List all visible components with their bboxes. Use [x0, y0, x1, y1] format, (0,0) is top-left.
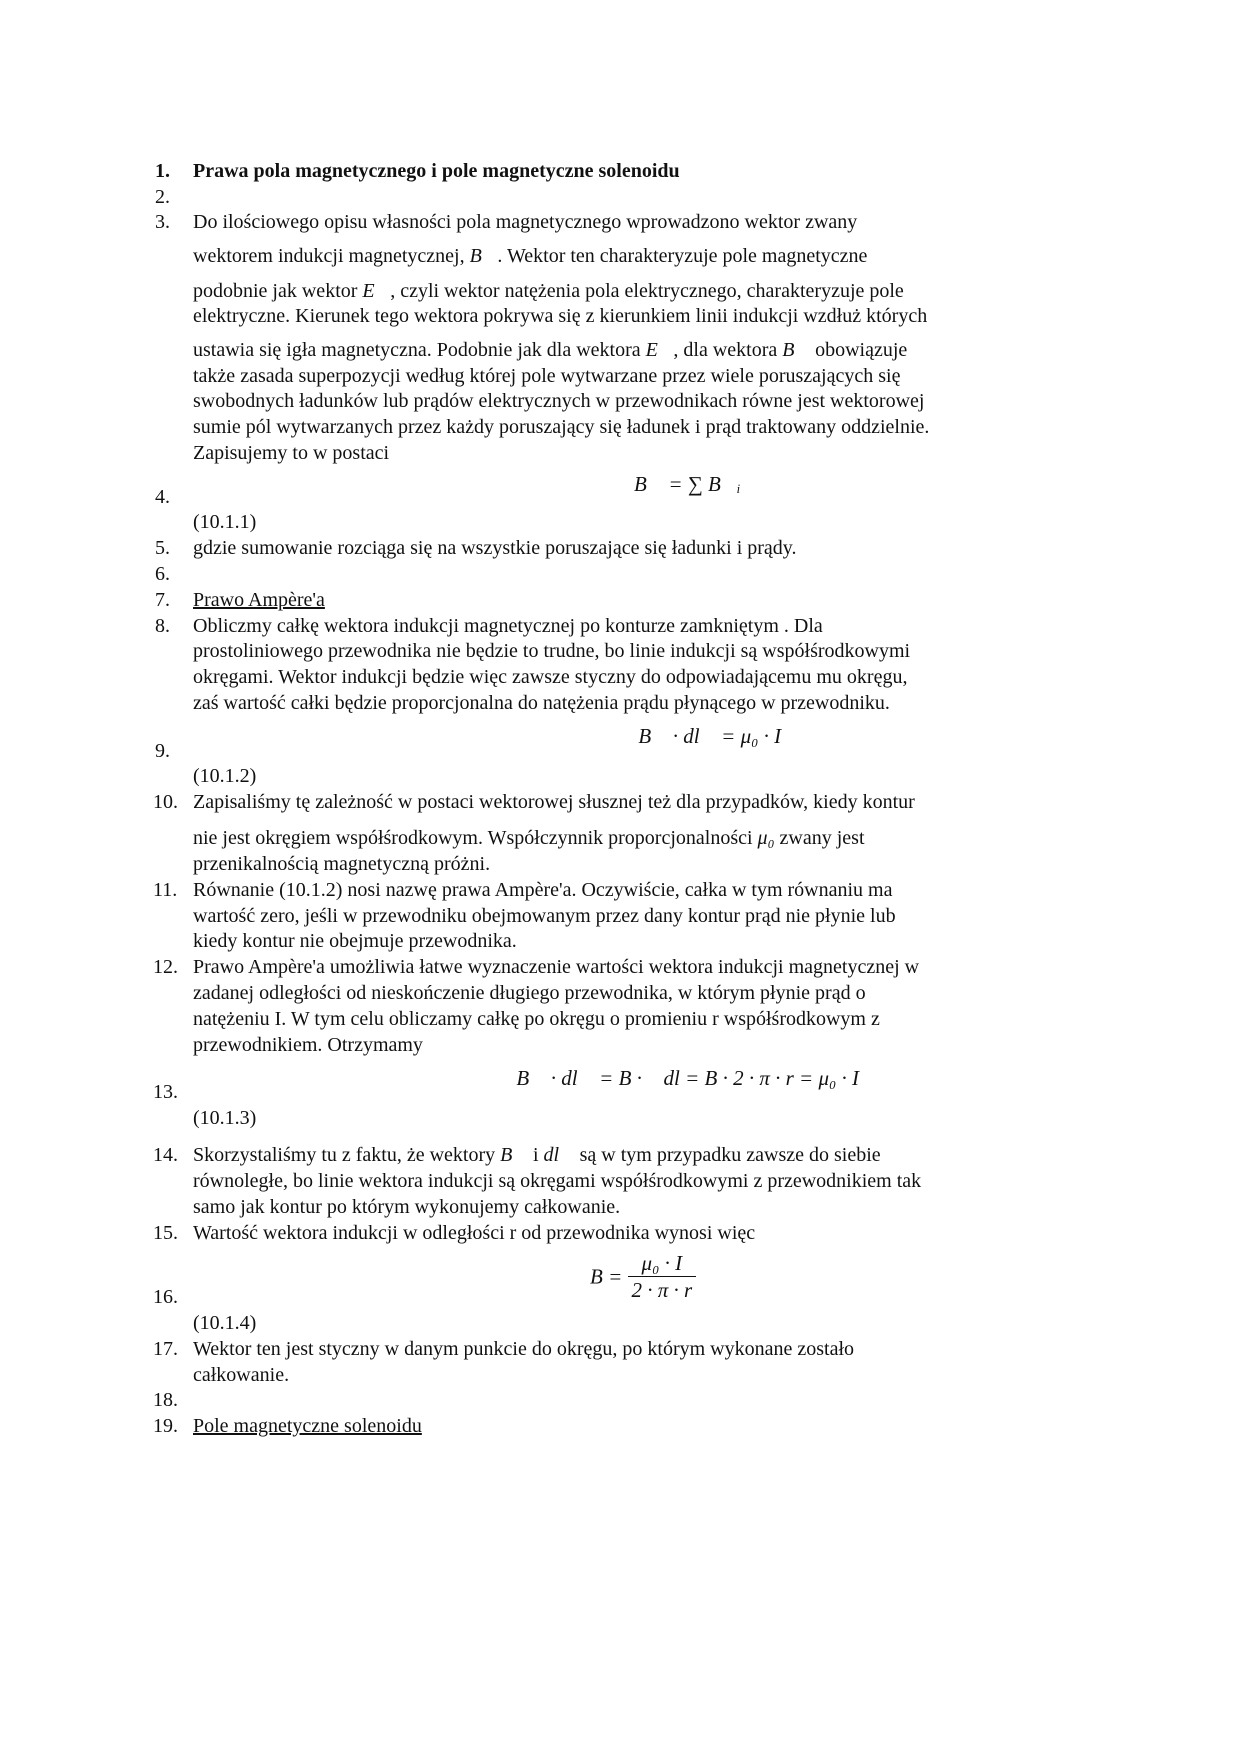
list-number: 8. [155, 615, 170, 637]
text: nie jest okręgiem współśrodkowym. Współczynnik proporcjonalności [193, 827, 758, 849]
equation-label: (10.1.2) [193, 765, 257, 787]
paragraph-line: Wektor ten jest styczny w danym punkcie do okręgu, po którym wykonane zostało [193, 1338, 855, 1360]
list-number: 15. [153, 1222, 178, 1244]
paragraph-line: sumie pól wytwarzanych przez każdy poruszający się ładunek i prąd traktowany oddzielnie. [193, 416, 930, 438]
paragraph-line: prostoliniowego przewodnika nie będzie to trudne, bo linie indukcji są współśrodkowymi [193, 640, 911, 662]
paragraph-line: okręgami. Wektor indukcji będzie więc zawsze styczny do odpowiadającemu mu okręgu, [193, 666, 908, 688]
paragraph-line: elektryczne. Kierunek tego wektora pokrywa się z kierunkiem linii indukcji wzdłuż których [193, 305, 928, 327]
vector-b-symbol: B⃗ [469, 245, 498, 267]
text: , czyli wektor natężenia pola elektrycznego, charakteryzuje pole [390, 280, 904, 302]
paragraph-line: wartość zero, jeśli w przewodniku obejmowanym przez dany kontur prąd nie płynie lub [193, 905, 896, 927]
text: . Wektor ten charakteryzuje pole magnetyczne [497, 245, 868, 267]
text: i [527, 1144, 544, 1166]
paragraph-line: samo jak kontur po którym wykonujemy całkowanie. [193, 1196, 621, 1218]
list-number: 6. [155, 563, 170, 585]
paragraph-line: zaś wartość całki będzie proporcjonalna do natężenia prądu płynącego w przewodniku. [193, 692, 890, 714]
equation-label: (10.1.4) [193, 1312, 257, 1334]
paragraph-line: Równanie (10.1.2) nosi nazwę prawa Ampère'a. Oczywiście, całka w tym równaniu ma [193, 879, 893, 901]
list-number: 10. [153, 791, 178, 813]
paragraph-line: Wartość wektora indukcji w odległości r od przewodnika wynosi więc [193, 1222, 756, 1244]
list-number: 12. [153, 956, 178, 978]
list-number: 3. [155, 211, 170, 233]
document-title: Prawa pola magnetycznego i pole magnetyczne solenoidu [193, 160, 680, 182]
equation-10-1-4 [590, 1250, 696, 1303]
list-number: 2. [155, 186, 170, 208]
section-heading-ampere: Prawo Ampère'a [193, 589, 325, 611]
equation-10-1-3: ∮B⃗ · dl⃗ = B · ∮dl = B · 2 · π · r = μ₀ · I [500, 1066, 860, 1090]
paragraph-line: swobodnych ładunków lub prądów elektrycznych w przewodnikach równe jest wektorowej [193, 390, 925, 412]
equation-10-1-1: B⃗ = ∑ B⃗ᵢ [634, 472, 741, 496]
list-number: 7. [155, 589, 170, 611]
paragraph-line: także zasada superpozycji według której pole wytwarzane przez wiele poruszających się [193, 365, 901, 387]
list-number: 1. [155, 160, 170, 182]
equation-10-1-2: ∮B⃗ · dl⃗ = μ₀ · I [622, 724, 782, 748]
paragraph-line: Do ilościowego opisu własności pola magnetycznego wprowadzono wektor zwany [193, 211, 858, 233]
list-number: 9. [155, 740, 170, 762]
fraction [628, 1250, 697, 1303]
text: Skorzystaliśmy tu z faktu, że wektory [193, 1144, 501, 1166]
paragraph-line: Zapisujemy to w postaci [193, 442, 390, 464]
list-number: 17. [153, 1338, 178, 1360]
vector-b-symbol: B⃗ [500, 1144, 528, 1166]
text: obowiązuje [810, 339, 908, 361]
vector-e-symbol: E⃗ [362, 280, 391, 302]
mu0-symbol: μ₀ [757, 827, 775, 849]
paragraph-line: Obliczmy całkę wektora indukcji magnetycznej po konturze zamkniętym . Dla [193, 615, 823, 637]
paragraph-line [193, 826, 865, 850]
paragraph-line [193, 1143, 881, 1167]
equation-lhs: B = [590, 1264, 623, 1289]
paragraph-line: zadanej odległości od nieskończenie długiego przewodnika, w którym płynie prąd o [193, 982, 866, 1004]
text: zwany jest [774, 827, 865, 849]
text: wektorem indukcji magnetycznej, [193, 245, 470, 267]
paragraph-line: całkowanie. [193, 1364, 290, 1386]
text: ustawia się igła magnetyczna. Podobnie jak dla wektora [193, 339, 646, 361]
numerator: μ₀ · I [628, 1250, 697, 1277]
paragraph-line [193, 244, 867, 268]
paragraph-line: kiedy kontur nie obejmuje przewodnika. [193, 930, 517, 952]
paragraph-line: Zapisaliśmy tę zależność w postaci wektorowej słusznej też dla przypadków, kiedy kontur [193, 791, 915, 813]
list-number: 19. [153, 1415, 178, 1437]
paragraph-line [193, 279, 904, 303]
paragraph-line: przenikalnością magnetyczną próżni. [193, 853, 491, 875]
equation-label: (10.1.1) [193, 511, 257, 533]
list-number: 11. [153, 879, 178, 901]
equation-label: (10.1.3) [193, 1107, 257, 1129]
text: , dla wektora [673, 339, 783, 361]
list-number: 14. [153, 1144, 178, 1166]
text: są w tym przypadku zawsze do siebie [574, 1144, 881, 1166]
list-number: 13. [153, 1081, 178, 1103]
paragraph-line: przewodnikiem. Otrzymamy [193, 1034, 423, 1056]
text: podobnie jak wektor [193, 280, 363, 302]
section-heading-solenoid: Pole magnetyczne solenoidu [193, 1415, 422, 1437]
vector-dl-symbol: dl⃗ [543, 1144, 575, 1166]
list-number: 4. [155, 486, 170, 508]
paragraph-line: gdzie sumowanie rozciąga się na wszystkie poruszające się ładunki i prądy. [193, 537, 797, 559]
vector-e-symbol: E⃗ [645, 339, 674, 361]
list-number: 5. [155, 537, 170, 559]
vector-b-symbol: B⃗ [782, 339, 811, 361]
paragraph-line [193, 338, 907, 362]
paragraph-line: Prawo Ampère'a umożliwia łatwe wyznaczenie wartości wektora indukcji magnetycznej w [193, 956, 920, 978]
list-number: 16. [153, 1286, 178, 1308]
paragraph-line: równoległe, bo linie wektora indukcji są okręgami współśrodkowymi z przewodnikiem tak [193, 1170, 922, 1192]
paragraph-line: natężeniu I. W tym celu obliczamy całkę po okręgu o promieniu r współśrodkowym z [193, 1008, 880, 1030]
list-number: 18. [153, 1389, 178, 1411]
denominator: 2 · π · r [631, 1278, 693, 1302]
